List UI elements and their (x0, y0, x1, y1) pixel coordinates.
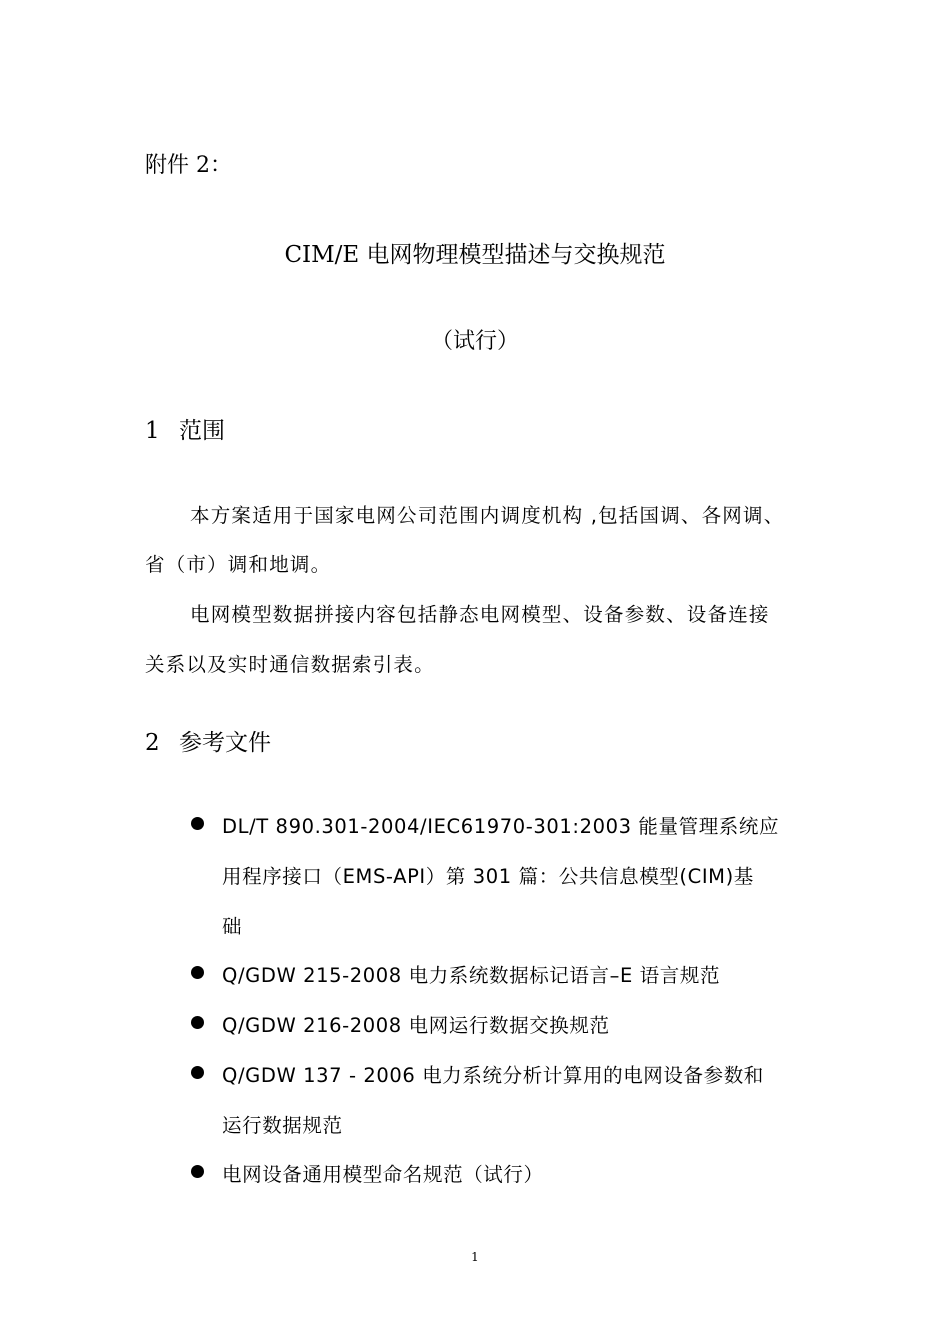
bullet-icon (191, 817, 204, 830)
section-heading-scope (145, 412, 225, 445)
reference-line: 电网设备通用模型命名规范（试行） (222, 1163, 544, 1186)
reference-line: Q/GDW 137 - 2006 电力系统分析计算用的电网设备参数和 (222, 1064, 764, 1087)
section-title: 参考文件 (179, 730, 271, 756)
paragraph-line: 电网模型数据拼接内容包括静态电网模型、设备参数、设备连接 (190, 603, 770, 626)
paragraph-line: 本方案适用于国家电网公司范围内调度机构 ,包括国调、各网调、 (190, 504, 785, 527)
document-subtitle: （试行） (430, 329, 519, 354)
reference-line: Q/GDW 216-2008 电网运行数据交换规范 (222, 1014, 610, 1037)
bullet-icon (191, 1165, 204, 1178)
section-title: 范围 (179, 418, 225, 444)
bullet-icon (191, 1016, 204, 1029)
section-number: 2 (145, 730, 160, 756)
document-title: CIM/E 电网物理模型描述与交换规范 (284, 242, 666, 268)
paragraph-line: 关系以及实时通信数据索引表。 (145, 653, 435, 676)
reference-line: 用程序接口（EMS-API）第 301 篇：公共信息模型(CIM)基 (222, 865, 754, 888)
section-number: 1 (145, 418, 160, 444)
reference-line: 运行数据规范 (222, 1114, 343, 1137)
paragraph-line: 省（市）调和地调。 (145, 553, 332, 576)
reference-line: DL/T 890.301-2004/IEC61970-301:2003 能量管理系统应 (222, 815, 780, 838)
page-number: 1 (471, 1250, 479, 1264)
section-heading-references (145, 724, 271, 757)
reference-line: Q/GDW 215-2008 电力系统数据标记语言–E 语言规范 (222, 964, 721, 987)
attachment-label: 附件 2： (145, 153, 232, 178)
reference-line: 础 (222, 915, 243, 938)
bullet-icon (191, 966, 204, 979)
bullet-icon (191, 1066, 204, 1079)
